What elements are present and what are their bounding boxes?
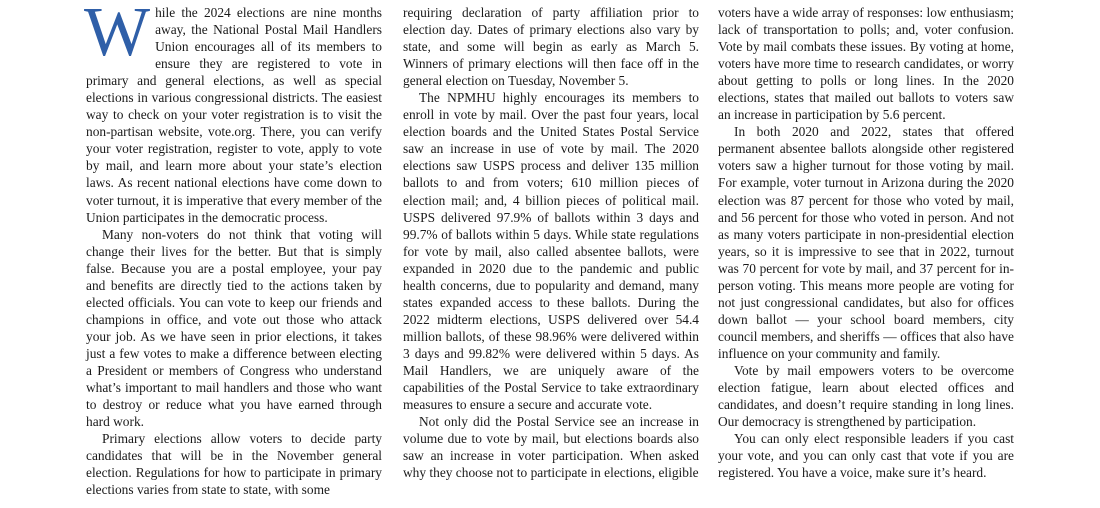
article-paragraph: The NPMHU highly encourages its members to enroll in vote by mail. Over the past four years, local election boards and the United States Postal Service saw an increase in use of vote by mail. The 2020 elections saw USPS process and deliver 135 million ballots to and from voters; 610 million pieces of election mail; and, 4 billion pieces of political mail. USPS delivered 97.9% of ballots within 3 days and 99.7% of ballots within 5 days. While state regulations for vote by mail, also called absentee ballots, were expanded in 2020 due to the pandemic and public health concerns, due to popularity and demand, many states expanded access to these ballots. During the 2022 midterm elections, USPS delivered over 54.4 million ballots, of these 98.96% were delivered within 3 days and 99.82% were delivered within 5 days. As Mail Handlers, we are uniquely aware of the capabilities of the Postal Service to take extraordinary measures to ensure a secure and accurate vote.	[403, 90, 699, 413]
article-paragraph: Primary elections allow voters to decide party candidates that will be in the November general election. Regulations for how to participate in primary elections varies from state to state, with some	[86, 431, 382, 498]
article-column-2	[403, 4, 699, 481]
article-paragraph: voters have a wide array of responses: low enthusiasm; lack of transportation to polls; and, voter confusion. Vote by mail combats these issues. By voting at home, voters have more time to research candidates, or worry about getting to polls or long lines. In the 2020 elections, states that mailed out ballots to voters saw an increase in participation by 5.6 percent.	[718, 5, 1014, 123]
article-paragraph: Vote by mail empowers voters to be overcome election fatigue, learn about elected offices and candidates, and doesn’t require standing in long lines. Our democracy is strengthened by participation.	[718, 362, 1014, 430]
article-paragraph: You can only elect responsible leaders if you cast your vote, and you can only cast that vote if you are registered. You have a voice, make sure it’s heard.	[718, 431, 1014, 481]
drop-cap: W	[84, 0, 151, 71]
article-paragraph: Many non-voters do not think that voting will change their lives for the better. But that is simply false. Because you are a postal employee, your pay and benefits are directly tied to the actions taken by elected officials. You can vote to keep our friends and champions in office, and vote out those who attack your job. As we have seen in prior elections, it takes just a few votes to make a difference between electing a President or members of Congress who understand what’s important to mail handlers and those who want to destroy or reduce what you have earned through hard work.	[86, 226, 382, 430]
article-paragraph: requiring declaration of party affiliation prior to election day. Dates of primary elections also vary by state, and some will begin as early as March 5. Winners of primary elections will then face off in the general election on Tuesday, November 5.	[403, 5, 699, 89]
article-paragraph: In both 2020 and 2022, states that offered permanent absentee ballots alongside other registered voters saw a higher turnout for those voting by mail. For example, voter turnout in Arizona during the 2020 election was 87 percent for those who voted by mail, and 56 percent for those who voted in person. And not as many voters participate in non-presidential election years, so it is impressive to see that in 2022, turnout was 70 percent for vote by mail, and 37 percent for in-person voting. This means more people are voting for not just congressional candidates, but also for offices down ballot — your school board members, city council members, and sheriffs — offices that also have influence on your community and family.	[718, 124, 1014, 361]
article-column-3	[718, 4, 1014, 481]
article-paragraph	[84, 0, 382, 226]
article-paragraph: Not only did the Postal Service see an increase in volume due to vote by mail, but elections boards also saw an increase in voter participation. When asked why they choose not to participate in elections, eligible	[403, 414, 699, 481]
paragraph-text: hile the 2024 elections are nine months away, the National Postal Mail Handlers Union encourages all of its members to ensure they are registered to vote in primary and general elections, as well as special elections in various congressional districts. The easiest way to check on your voter registration is to visit the non-partisan website, vote.org. There, you can verify your voter registration, register to vote, apply to vote by mail, and learn more about your state’s election laws. As recent national elections have come down to voter turnout, it is imperative that every member of the Union participates in the democratic process.	[86, 5, 382, 225]
article-column-1	[84, 0, 382, 498]
